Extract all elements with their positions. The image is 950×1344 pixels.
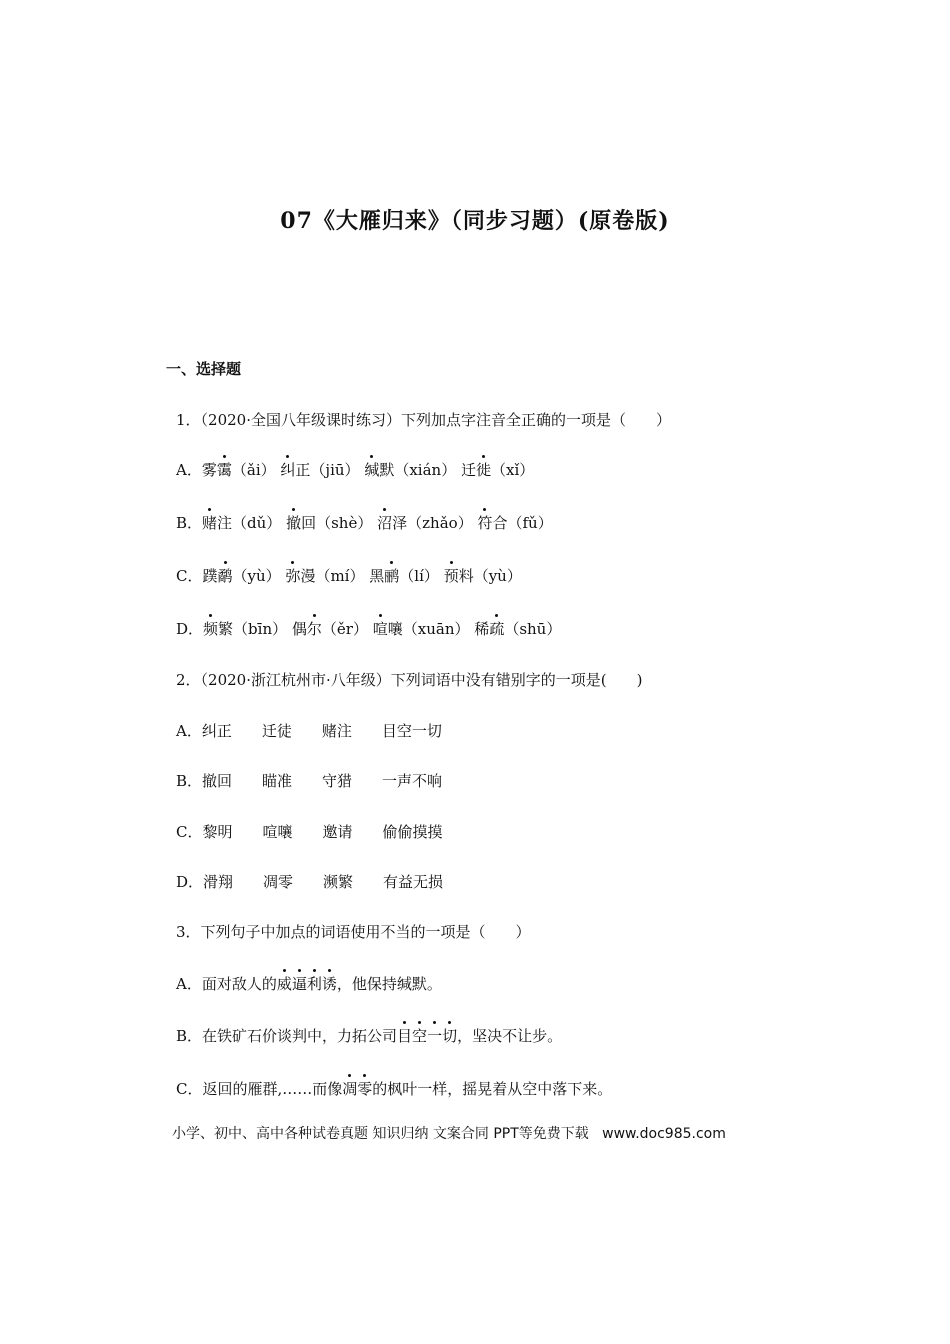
question-1-stem: 1．（2020·全国八年级课时练习）下列加点字注音全正确的一项是（ ） — [176, 411, 671, 429]
dotted-char: 霭 — [216, 461, 232, 479]
question-3-option-b — [176, 1025, 562, 1047]
dotted-char: 赌 — [202, 514, 218, 532]
dotted-word: 威逼利诱 — [276, 975, 337, 993]
word-suffix: （shū） — [504, 620, 562, 638]
option-label: C． — [176, 567, 203, 585]
dotted-char: 鹬 — [217, 567, 233, 585]
footer-ad: 小学、初中、高中各种试卷真题 知识归纳 文案合同 PPT等免费下载 www.doc985.com — [172, 1126, 726, 1142]
option-label: A． — [176, 461, 202, 479]
word-prefix: 稀 — [474, 620, 490, 638]
word-prefix: 迁 — [460, 461, 476, 479]
sentence-prefix: A．面对敌人的 — [176, 975, 277, 993]
word-suffix: 料（yù） — [458, 567, 522, 585]
sentence-prefix: C．返回的雁群,……而像 — [176, 1080, 343, 1098]
question-2-option-a: A．纠正 迁徒 赌注 目空一切 — [176, 722, 442, 740]
word-suffix: 合（fǔ） — [492, 514, 553, 532]
sentence-suffix: ，他保持缄默。 — [336, 975, 442, 993]
dotted-char: 弥 — [285, 567, 301, 585]
option-label: B． — [176, 514, 203, 532]
dotted-char: 预 — [443, 567, 459, 585]
question-1-option-d — [176, 618, 561, 640]
question-3-option-c — [176, 1078, 612, 1100]
word-suffix: 注（dǔ） — [217, 514, 282, 532]
sentence-suffix: ，坚决不让步。 — [457, 1027, 563, 1045]
word-suffix: （xǐ） — [491, 461, 535, 479]
word-suffix: 回（shè） — [301, 514, 373, 532]
word-prefix: 偶 — [291, 620, 307, 638]
sentence-prefix: B．在铁矿石价谈判中，力拓公司 — [176, 1027, 398, 1045]
question-2-option-b: B．撤回 瞄准 守猎 一声不响 — [176, 772, 443, 790]
word-suffix: （ǎi） — [231, 461, 276, 479]
word-prefix: 黑 — [369, 567, 385, 585]
section-heading: 一、选择题 — [166, 360, 242, 378]
dotted-char: 频 — [203, 620, 219, 638]
dotted-char: 撤 — [286, 514, 302, 532]
word-prefix: 蹼 — [202, 567, 218, 585]
page-title: 07《大雁归来》（同步习题）(原卷版) — [280, 208, 670, 234]
dotted-char: 缄 — [364, 461, 380, 479]
dotted-word: 凋零 — [342, 1080, 373, 1098]
word-prefix: 雾 — [201, 461, 217, 479]
word-suffix: 嚷（xuān） — [387, 620, 470, 638]
option-label: D． — [176, 620, 204, 638]
word-suffix: 正（jiū） — [295, 461, 360, 479]
dotted-char: 沼 — [377, 514, 393, 532]
word-suffix: 繁（bīn） — [218, 620, 288, 638]
question-2-stem: 2．（2020·浙江杭州市·八年级）下列词语中没有错别字的一项是( ) — [176, 671, 643, 689]
dotted-char: 徙 — [476, 461, 492, 479]
word-suffix: （lí） — [399, 567, 439, 585]
question-3-option-a — [176, 973, 442, 995]
dotted-char: 符 — [477, 514, 493, 532]
question-1-option-b — [176, 512, 553, 534]
word-suffix: 漫（mí） — [300, 567, 365, 585]
dotted-char: 疏 — [489, 620, 505, 638]
dotted-word: 目空一切 — [397, 1027, 458, 1045]
question-1-option-a — [176, 459, 534, 481]
question-1-option-c — [176, 565, 522, 587]
word-suffix: 泽（zhǎo） — [392, 514, 473, 532]
question-2-option-c: C．黎明 喧嚷 邀请 偷偷摸摸 — [176, 823, 443, 841]
word-suffix: （yù） — [232, 567, 281, 585]
sentence-suffix: 的枫叶一样，摇晃着从空中落下来。 — [372, 1080, 613, 1098]
word-suffix: 默（xián） — [379, 461, 457, 479]
question-2-option-d: D．滑翔 凋零 濒繁 有益无损 — [176, 873, 444, 891]
dotted-char: 喧 — [372, 620, 388, 638]
dotted-char: 鹂 — [384, 567, 400, 585]
dotted-char: 尔 — [306, 620, 322, 638]
dotted-char: 纠 — [280, 461, 296, 479]
question-3-stem: 3．下列句子中加点的词语使用不当的一项是（ ） — [176, 923, 531, 941]
word-suffix: （ěr） — [321, 620, 368, 638]
